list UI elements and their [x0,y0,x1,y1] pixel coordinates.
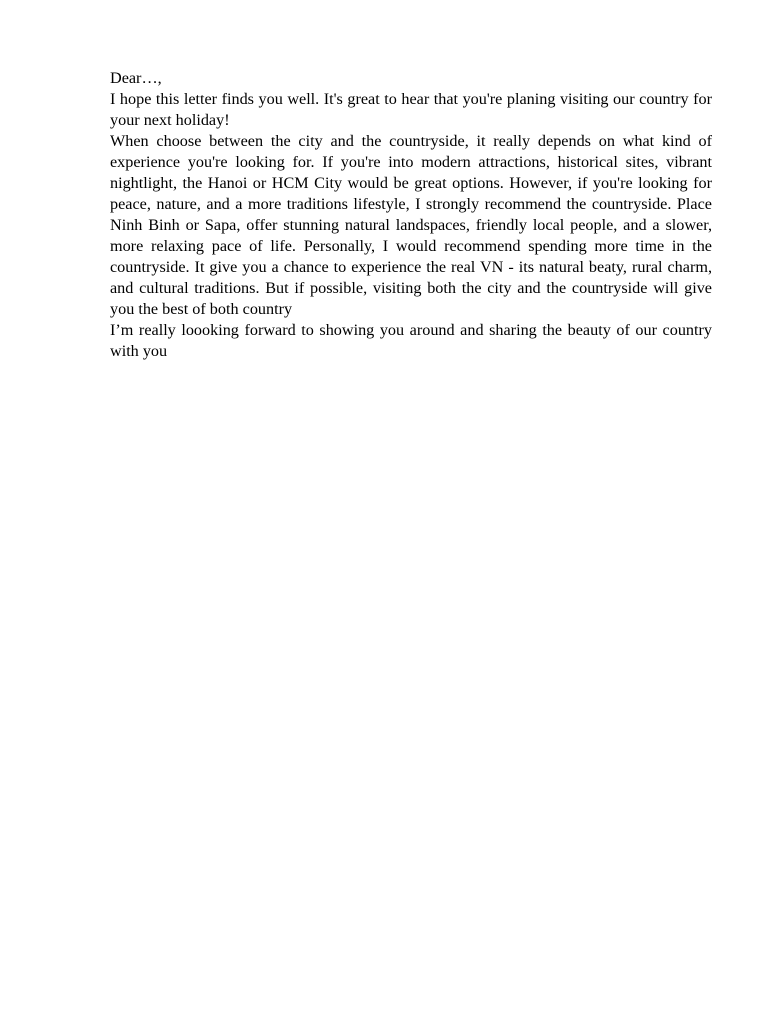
letter-paragraph-intro: I hope this letter finds you well. It's great to hear that you're planing visiting our country for your next holiday! [110,90,712,129]
letter-paragraph-main: When choose between the city and the countryside, it really depends on what kind of experience you're looking for. If you're into modern attractions, historical sites, vibrant nightlight, the Hanoi or HCM City would be great options. However, if you're looking for peace, nature, and a more traditions lifestyle, I strongly recommend the countryside. Place Ninh Binh or Sapa, offer stunning natural landspaces, friendly local people, and a slower, more relaxing pace of life. Personally, I would recommend spending more time in the countryside. It give you a chance to experience the real VN - its natural beaty, rural charm, and cultural traditions. But if possible, visiting both the city and the countryside will give you the best of both country [110,132,712,318]
letter-greeting: Dear…, [110,69,162,87]
letter-paragraph-closing: I’m really loooking forward to showing you around and sharing the beauty of our country with you [110,321,712,360]
letter-body [110,68,712,362]
